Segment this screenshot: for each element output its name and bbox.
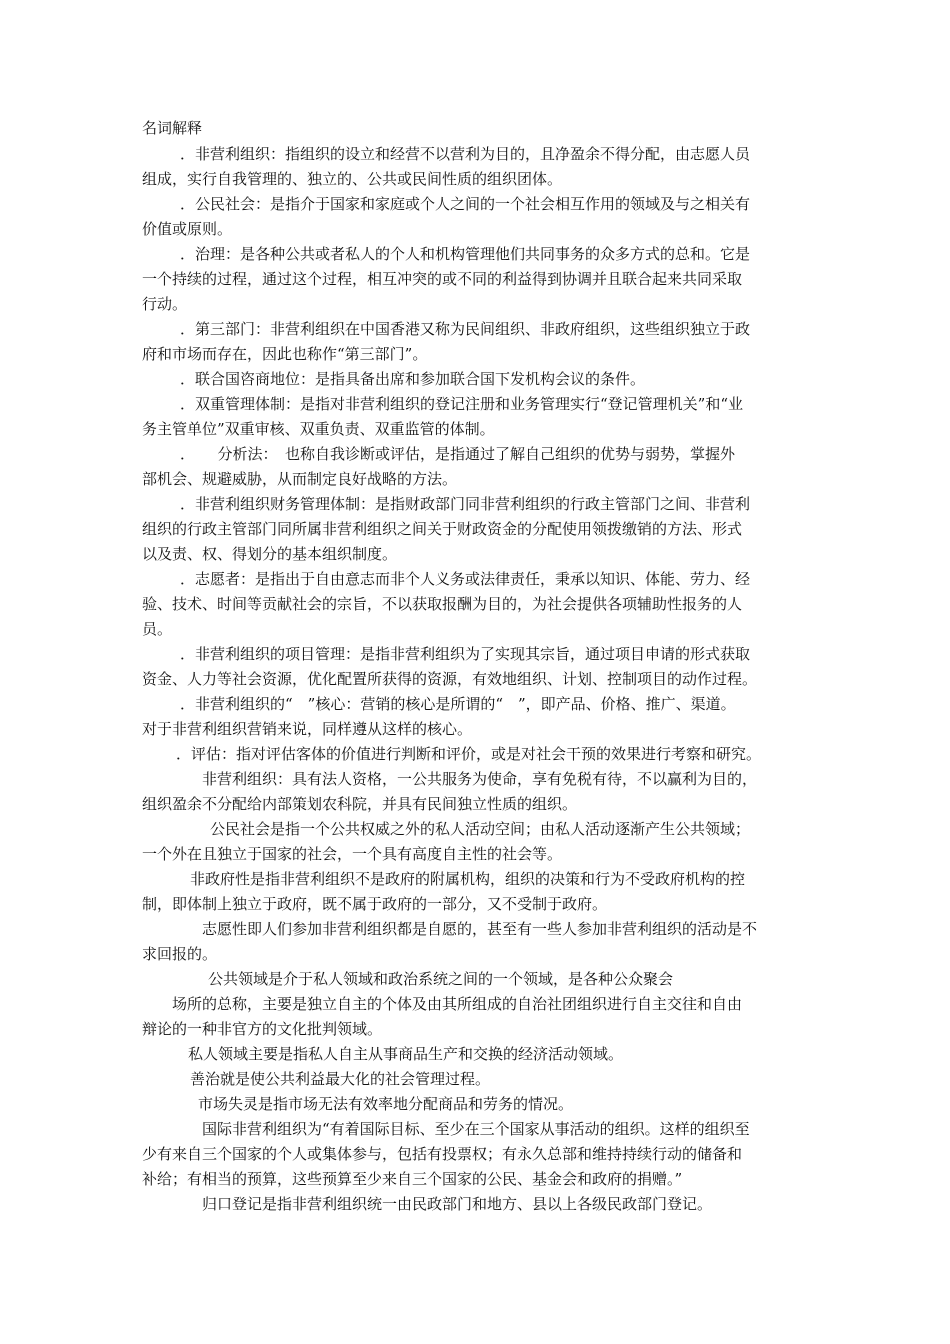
text-line: 部机会、规避威胁，从而制定良好战略的方法。 — [142, 470, 458, 488]
text-line: ．第三部门：非营利组织在中国香港又称为民间组织、非政府组织，这些组织独立于政 — [180, 320, 751, 338]
document-heading: 名词解释 — [142, 119, 203, 137]
text-line: 组织的行政主管部门同所属非营利组织之间关于财政资金的分配使用领拨缴销的方法、形式 — [142, 520, 743, 538]
text-line: 私人领域主要是指私人自主从事商品生产和交换的经济活动领域。 — [188, 1045, 624, 1063]
text-line: ．非营利组织财务管理体制：是指财政部门同非营利组织的行政主管部门之间、非营利 — [180, 495, 751, 513]
text-line: 场所的总称，主要是独立自主的个体及由其所组成的自治社团组织进行自主交往和自由 — [172, 995, 743, 1013]
text-line: 非营利组织：具有法人资格，一公共服务为使命，享有免税有待，不以赢利为目的， — [202, 770, 758, 788]
text-line: 组成，实行自我管理的、独立的、公共或民间性质的组织团体。 — [142, 170, 563, 188]
text-line: 补给；有相当的预算，这些预算至少来自三个国家的公民、基金会和政府的捐赠。” — [142, 1170, 683, 1188]
text-line: 公民社会是指一个公共权威之外的私人活动空间；由私人活动逐渐产生公共领域； — [210, 820, 751, 838]
text-line: ．联合国咨商地位：是指具备出席和参加联合国下发机构会议的条件。 — [180, 370, 646, 388]
text-line: 国际非营利组织为“有着国际目标、至少在三个国家从事活动的组织。这样的组织至 — [202, 1120, 750, 1138]
text-line: ． 分析法： 也称自我诊断或评估，是指通过了解自己组织的优势与弱势，掌握外 — [180, 445, 736, 463]
text-line: 资金、人力等社会资源，优化配置所获得的资源，有效地组织、计划、控制项目的动作过程。 — [142, 670, 758, 688]
text-line: ．评估：指对评估客体的价值进行判断和评价，或是对社会干预的效果进行考察和研究。 — [176, 745, 762, 763]
text-line: 少有来自三个国家的个人或集体参与，包括有投票权；有永久总部和维持持续行动的储备和 — [142, 1145, 743, 1163]
text-line: 一个持续的过程，通过这个过程，相互冲突的或不同的利益得到协调并且联合起来共同采取 — [142, 270, 743, 288]
text-line: 市场失灵是指市场无法有效率地分配商品和劳务的情况。 — [198, 1095, 574, 1113]
text-line: ．公民社会：是指介于国家和家庭或个人之间的一个社会相互作用的领域及与之相关有 — [180, 195, 751, 213]
text-line: ．非营利组织：指组织的设立和经营不以营利为目的，且净盈余不得分配，由志愿人员 — [180, 145, 751, 163]
text-line: 辩论的一种非官方的文化批判领域。 — [142, 1020, 383, 1038]
text-line: ．非营利组织的项目管理：是指非营利组织为了实现其宗旨，通过项目申请的形式获取 — [180, 645, 751, 663]
text-line: 志愿性即人们参加非营利组织都是自愿的，甚至有一些人参加非营利组织的活动是不 — [202, 920, 758, 938]
text-line: 求回报的。 — [142, 945, 218, 963]
text-line: 对于非营利组织营销来说，同样遵从这样的核心。 — [142, 720, 473, 738]
text-line: ．志愿者：是指出于自由意志而非个人义务或法律责任，秉承以知识、体能、劳力、经 — [180, 570, 751, 588]
text-line: 制，即体制上独立于政府，既不属于政府的一部分，又不受制于政府。 — [142, 895, 608, 913]
text-line: 验、技术、时间等贡献社会的宗旨，不以获取报酬为目的，为社会提供各项辅助性报务的人 — [142, 595, 743, 613]
text-line: 务主管单位”双重审核、双重负责、双重监管的体制。 — [142, 420, 495, 438]
text-line: ．非营利组织的“ ”核心：营销的核心是所谓的“ ”，即产品、价格、推广、渠道。 — [180, 695, 736, 713]
text-line: ．治理：是各种公共或者私人的个人和机构管理他们共同事务的众多方式的总和。它是 — [180, 245, 751, 263]
text-line: 善治就是使公共利益最大化的社会管理过程。 — [190, 1070, 491, 1088]
text-line: 员。 — [142, 620, 173, 638]
text-line: ．双重管理体制：是指对非营利组织的登记注册和业务管理实行“登记管理机关”和“业 — [180, 395, 744, 413]
text-line: 一个外在且独立于国家的社会，一个具有高度自主性的社会等。 — [142, 845, 563, 863]
text-line: 归口登记是指非营利组织统一由民政部门和地方、县以上各级民政部门登记。 — [202, 1195, 713, 1213]
text-line: 非政府性是指非营利组织不是政府的附属机构，组织的决策和行为不受政府机构的控 — [190, 870, 746, 888]
text-line: 公共领域是介于私人领域和政治系统之间的一个领域，是各种公众聚会 — [208, 970, 674, 988]
text-line: 以及责、权、得划分的基本组织制度。 — [142, 545, 398, 563]
text-line: 府和市场而存在，因此也称作“第三部门”。 — [142, 345, 428, 363]
text-line: 价值或原则。 — [142, 220, 233, 238]
text-line: 行动。 — [142, 295, 188, 313]
text-line: 组织盈余不分配给内部策划农科院，并具有民间独立性质的组织。 — [142, 795, 578, 813]
